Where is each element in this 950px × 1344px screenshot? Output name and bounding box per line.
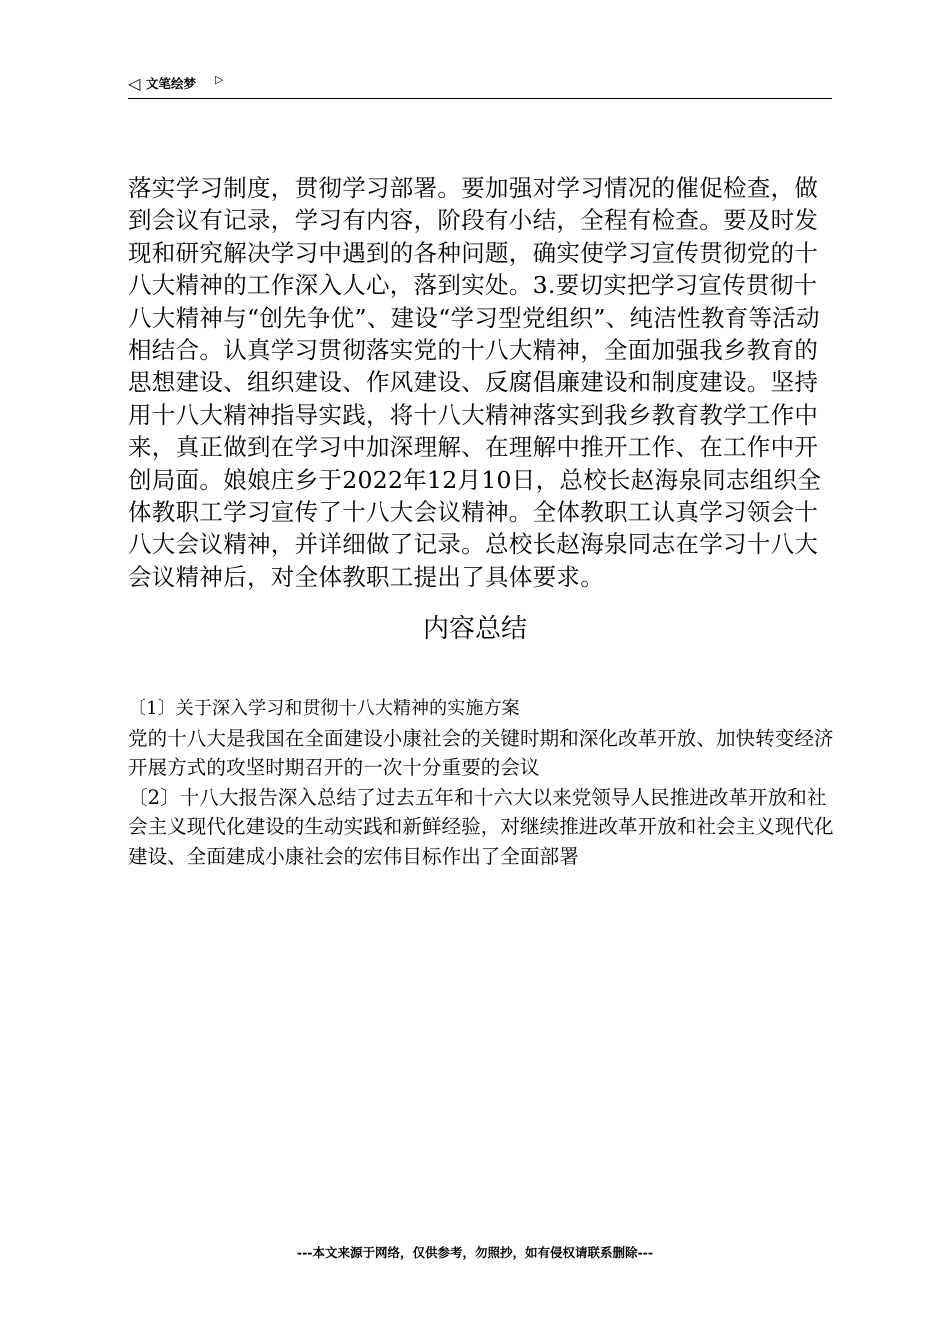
summary-item-2-text: 〔2〕十八大报告深入总结了过去五年和十六大以来党领导人民推进改革开放和社会主义现代化建设的生动实践和新鲜经验，对继续推进改革开放和社会主义现代化建设、全面建成小康社会的宏伟目标作出了全面部署 bbox=[128, 785, 834, 868]
header-title: 文笔绘梦 bbox=[146, 76, 197, 91]
right-triangle-icon: ▷ bbox=[215, 73, 224, 86]
summary-item-1-title: 〔1〕关于深入学习和贯彻十八大精神的实施方案 bbox=[128, 698, 520, 719]
left-triangle-icon: ◁ bbox=[128, 74, 141, 93]
summary-heading: 内容总结 bbox=[422, 614, 527, 644]
body-paragraph: 落实学习制度，贯彻学习部署。要加强对学习情况的催促检查，做到会议有记录，学习有内容，阶段有小结，全程有检查。要及时发现和研究解决学习中遇到的各种问题，确实使学习宣传贯彻党的十八大精神的工作深入人心，落到实处。3.要切实把学习宣传贯彻十八大精神与“创先争优”、建设“学习型党组织”、纯洁性教育等活动相结合。认真学习贯彻落实党的十八大精神，全面加强我乡教育的思想建设、组织建设、作风建设、反腐倡廉建设和制度建设。坚持用十八大精神指导实践，将十八大精神落实到我乡教育教学工作中来，真正做到在学习中加深理解、在理解中推开工作、在工作中开创局面。娘娘庄乡于2022年12月10日，总校长赵海泉同志组织全体教职工学习宣传了十八大会议精神。全体教职工认真学习领会十八大会议精神，并详细做了记录。总校长赵海泉同志在学习十八大会议精神后，对全体教职工提出了具体要求。 bbox=[128, 174, 822, 591]
page-footer: ---本文来源于网络，仅供参考，勿照抄，如有侵权请联系删除--- bbox=[296, 1245, 654, 1260]
summary-item-1-text: 党的十八大是我国在全面建设小康社会的关键时期和深化改革开放、加快转变经济开展方式的攻坚时期召开的一次十分重要的会议 bbox=[128, 726, 834, 779]
summary-section bbox=[128, 694, 834, 871]
page-header bbox=[128, 72, 832, 99]
